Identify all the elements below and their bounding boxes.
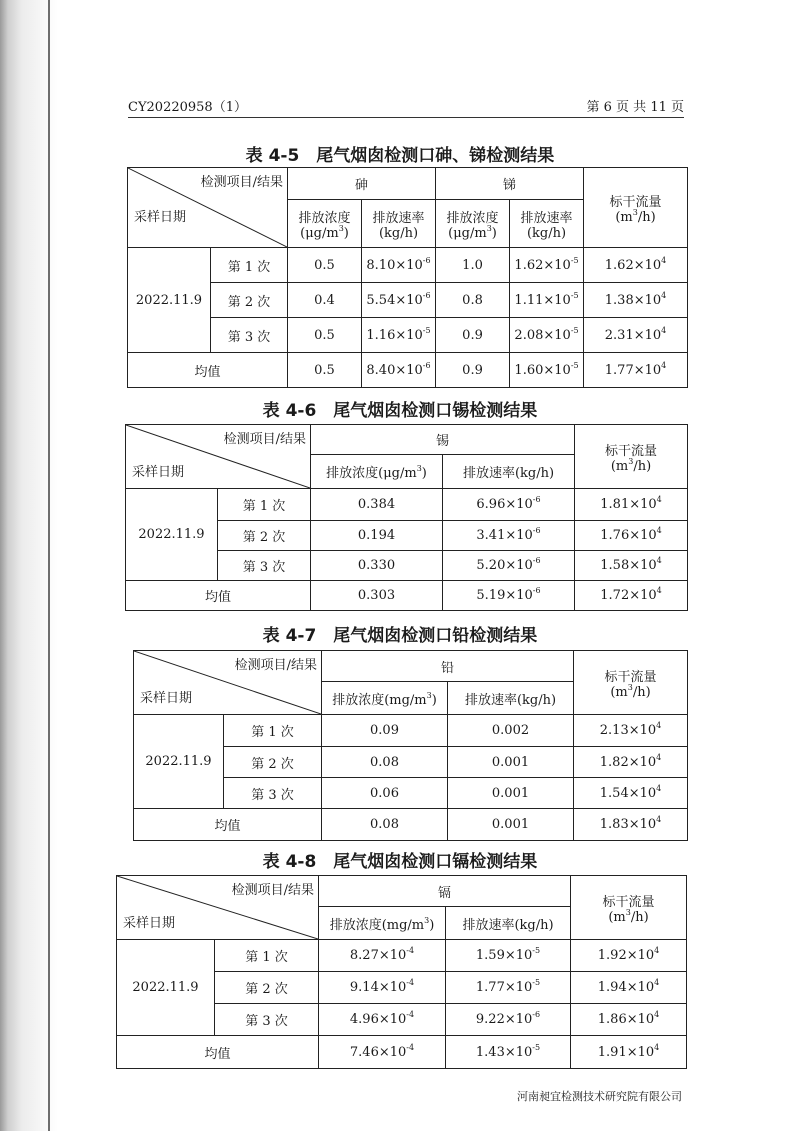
sample-label: 第 1 次 xyxy=(224,715,322,747)
value-cell: $1.94\times 10^4$ xyxy=(571,972,687,1004)
value-cell: $1.82\times 10^4$ xyxy=(574,747,688,778)
diagonal-header-cell xyxy=(126,425,311,489)
value-cell: 0.303 xyxy=(311,581,443,611)
value-cell: $1.92\times 10^4$ xyxy=(571,940,687,972)
value-cell: $1.59\times 10^{-5}$ xyxy=(446,940,571,972)
value-cell: $1.91\times 10^4$ xyxy=(571,1036,687,1069)
average-row xyxy=(128,353,688,388)
sample-label: 第 2 次 xyxy=(224,747,322,778)
diag-label-item: 检测项目/结果 xyxy=(223,432,306,447)
sample-label: 第 3 次 xyxy=(211,318,288,353)
value-cell: 0.001 xyxy=(448,747,574,778)
average-label: 均值 xyxy=(117,1036,319,1069)
sample-date: 2022.11.9 xyxy=(126,489,218,581)
sample-label: 第 1 次 xyxy=(215,940,319,972)
value-cell: $1.62\times 10^{-5}$ xyxy=(510,248,584,283)
table-row xyxy=(117,940,687,972)
subheader-concentration: 排放浓度$(mg/m^3)$ xyxy=(319,907,446,940)
value-cell: $1.86\times 10^4$ xyxy=(571,1004,687,1036)
flow-header: 标干流量 $(m^3/h)$ xyxy=(584,168,688,248)
value-cell: $1.77\times 10^{-5}$ xyxy=(446,972,571,1004)
value-cell: 0.9 xyxy=(436,353,510,388)
value-cell: $1.76\times 10^4$ xyxy=(575,521,688,551)
group-header-lead: 铅 xyxy=(322,651,574,682)
value-cell: $9.14\times 10^{-4}$ xyxy=(319,972,446,1004)
diag-label-date: 采样日期 xyxy=(134,210,187,225)
value-cell: $1.81\times 10^4$ xyxy=(575,489,688,521)
subheader-rate: 排放速率(kg/h) xyxy=(448,682,574,715)
average-label: 均值 xyxy=(128,353,288,388)
table-title: 表 4-7 尾气烟囱检测口铅检测结果 xyxy=(262,626,538,646)
table-row xyxy=(128,283,688,318)
value-cell: 0.5 xyxy=(288,248,362,283)
value-cell: 0.4 xyxy=(288,283,362,318)
value-cell: 0.5 xyxy=(288,353,362,388)
value-cell: $8.40\times 10^{-6}$ xyxy=(362,353,436,388)
sample-date: 2022.11.9 xyxy=(117,940,215,1036)
sample-label: 第 2 次 xyxy=(215,972,319,1004)
sample-label: 第 3 次 xyxy=(218,551,311,581)
value-cell: $3.41\times 10^{-6}$ xyxy=(443,521,575,551)
subheader-concentration: 排放浓度$(mg/m^3)$ xyxy=(322,682,448,715)
value-cell: $1.62\times 10^4$ xyxy=(584,248,688,283)
subheader-concentration: 排放浓度 $(\mu g/m^3)$ xyxy=(436,200,510,248)
value-cell: $5.54\times 10^{-6}$ xyxy=(362,283,436,318)
value-cell: $1.72\times 10^4$ xyxy=(575,581,688,611)
sample-label: 第 1 次 xyxy=(211,248,288,283)
binding-shadow xyxy=(0,0,60,1131)
subheader-rate: 排放速率 (kg/h) xyxy=(510,200,584,248)
value-cell: 0.9 xyxy=(436,318,510,353)
value-cell: $8.10\times 10^{-6}$ xyxy=(362,248,436,283)
value-cell: $2.13\times 10^4$ xyxy=(574,715,688,747)
table-title: 表 4-6 尾气烟囱检测口锡检测结果 xyxy=(262,401,538,421)
sample-label: 第 1 次 xyxy=(218,489,311,521)
average-row xyxy=(117,1036,687,1069)
page-number: 第 6 页 共 11 页 xyxy=(586,100,684,115)
flow-header: 标干流量 $(m^3/h)$ xyxy=(571,876,687,940)
value-cell: $2.31\times 10^4$ xyxy=(584,318,688,353)
value-cell: $2.08\times 10^{-5}$ xyxy=(510,318,584,353)
diag-label-date: 采样日期 xyxy=(123,916,176,931)
table-row xyxy=(126,489,688,521)
diag-label-date: 采样日期 xyxy=(140,691,193,706)
header-rule xyxy=(128,117,684,118)
value-cell: $9.22\times 10^{-6}$ xyxy=(446,1004,571,1036)
flow-header: 标干流量 $(m^3/h)$ xyxy=(574,651,688,715)
diag-label-item: 检测项目/结果 xyxy=(234,658,317,673)
diagonal-header-cell xyxy=(117,876,319,940)
sample-date: 2022.11.9 xyxy=(134,715,224,809)
value-cell: $1.11\times 10^{-5}$ xyxy=(510,283,584,318)
value-cell: $6.96\times 10^{-6}$ xyxy=(443,489,575,521)
value-cell: 1.0 xyxy=(436,248,510,283)
value-cell: $1.38\times 10^4$ xyxy=(584,283,688,318)
flow-header: 标干流量 $(m^3/h)$ xyxy=(575,425,688,489)
value-cell: $5.19\times 10^{-6}$ xyxy=(443,581,575,611)
sample-label: 第 3 次 xyxy=(215,1004,319,1036)
subheader-rate: 排放速率 (kg/h) xyxy=(362,200,436,248)
value-cell: $1.43\times 10^{-5}$ xyxy=(446,1036,571,1069)
table-row xyxy=(134,715,688,747)
group-header-antimony: 锑 xyxy=(436,168,584,200)
value-cell: 0.194 xyxy=(311,521,443,551)
group-header-cadmium: 镉 xyxy=(319,876,571,907)
average-label: 均值 xyxy=(126,581,311,611)
value-cell: $8.27\times 10^{-4}$ xyxy=(319,940,446,972)
subheader-concentration: 排放浓度$(\mu g/m^3)$ xyxy=(311,455,443,489)
diag-label-item: 检测项目/结果 xyxy=(231,883,314,898)
diagonal-header-cell xyxy=(128,168,288,248)
value-cell: 0.06 xyxy=(322,778,448,809)
subheader-rate: 排放速率(kg/h) xyxy=(443,455,575,489)
value-cell: 0.08 xyxy=(322,809,448,841)
document-number: CY20220958（1） xyxy=(128,100,247,115)
value-cell: $4.96\times 10^{-4}$ xyxy=(319,1004,446,1036)
value-cell: 0.5 xyxy=(288,318,362,353)
value-cell: $1.77\times 10^4$ xyxy=(584,353,688,388)
table-cadmium xyxy=(116,875,687,1069)
value-cell: 0.001 xyxy=(448,809,574,841)
value-cell: $1.58\times 10^4$ xyxy=(575,551,688,581)
sample-label: 第 2 次 xyxy=(218,521,311,551)
sample-label: 第 3 次 xyxy=(224,778,322,809)
average-row xyxy=(126,581,688,611)
group-header-arsenic: 砷 xyxy=(288,168,436,200)
value-cell: 0.002 xyxy=(448,715,574,747)
table-row xyxy=(128,248,688,283)
value-cell: 0.08 xyxy=(322,747,448,778)
subheader-rate: 排放速率(kg/h) xyxy=(446,907,571,940)
sample-label: 第 2 次 xyxy=(211,283,288,318)
table-lead xyxy=(133,650,688,841)
table-title: 表 4-8 尾气烟囱检测口镉检测结果 xyxy=(262,852,538,872)
value-cell: 0.384 xyxy=(311,489,443,521)
value-cell: $1.16\times 10^{-5}$ xyxy=(362,318,436,353)
value-cell: 0.09 xyxy=(322,715,448,747)
binding-edge xyxy=(48,0,50,1131)
average-label: 均值 xyxy=(134,809,322,841)
value-cell: 0.001 xyxy=(448,778,574,809)
group-header-tin: 锡 xyxy=(311,425,575,455)
sample-date: 2022.11.9 xyxy=(128,248,211,353)
footer-company: 河南昶宜检测技术研究院有限公司 xyxy=(517,1090,682,1103)
page-header xyxy=(128,96,684,118)
table-row xyxy=(128,318,688,353)
average-row xyxy=(134,809,688,841)
value-cell: $1.54\times 10^4$ xyxy=(574,778,688,809)
table-tin xyxy=(125,424,688,611)
value-cell: $7.46\times 10^{-4}$ xyxy=(319,1036,446,1069)
value-cell: $5.20\times 10^{-6}$ xyxy=(443,551,575,581)
table-arsenic-antimony xyxy=(127,167,688,388)
diag-label-item: 检测项目/结果 xyxy=(200,175,283,190)
value-cell: 0.8 xyxy=(436,283,510,318)
diag-label-date: 采样日期 xyxy=(132,465,185,480)
value-cell: $1.83\times 10^4$ xyxy=(574,809,688,841)
table-title: 表 4-5 尾气烟囱检测口砷、锑检测结果 xyxy=(245,146,555,166)
value-cell: $1.60\times 10^{-5}$ xyxy=(510,353,584,388)
subheader-concentration: 排放浓度 $(\mu g/m^3)$ xyxy=(288,200,362,248)
value-cell: 0.330 xyxy=(311,551,443,581)
diagonal-header-cell xyxy=(134,651,322,715)
